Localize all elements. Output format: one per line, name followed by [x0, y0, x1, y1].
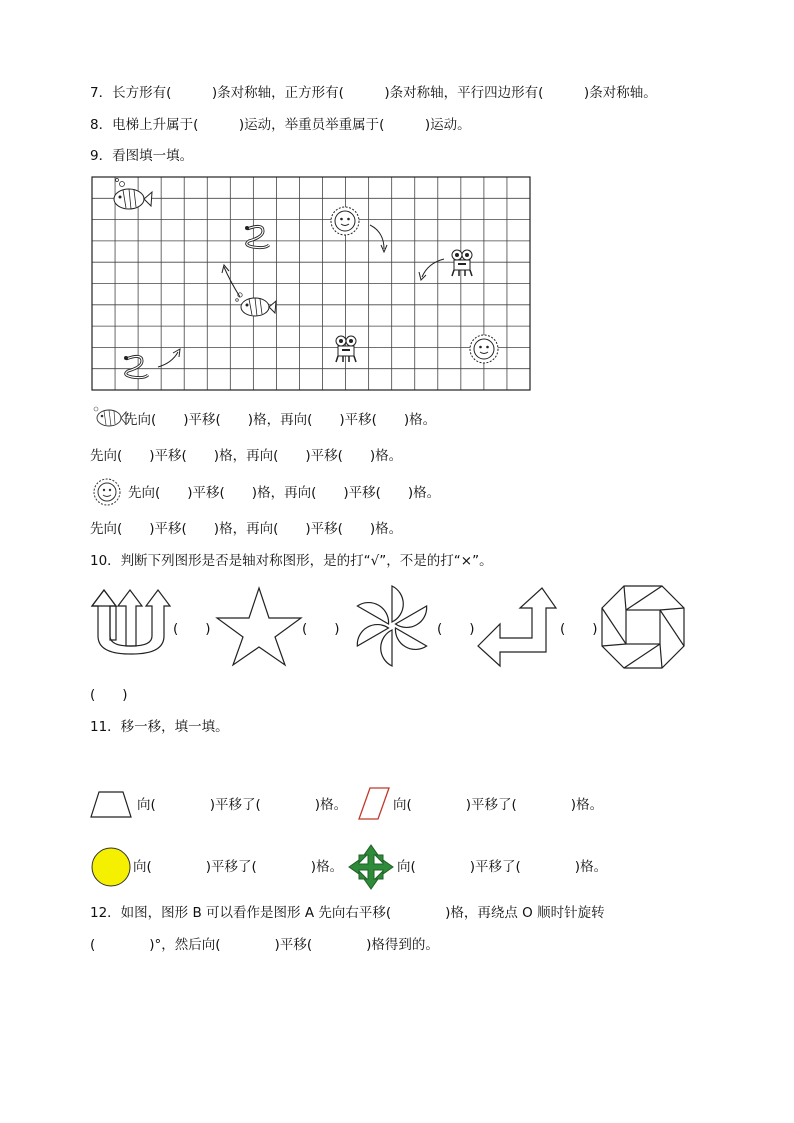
pinwheel-shape: [350, 584, 434, 668]
arrow-icon: [224, 267, 240, 297]
question-12-line-1: 12．如图，图形 B 可以看作是图形 A 先向右平移( )格，再绕点 O 顺时针旋转: [90, 905, 605, 921]
snake-answer-line: 先向( )平移( )格，再向( )平移( )格。: [90, 448, 403, 464]
snake-icon: [124, 356, 148, 378]
fish-icon: [114, 179, 152, 210]
answer-paren-2[interactable]: ( ): [302, 621, 340, 637]
sun-icon: [470, 335, 498, 363]
answer-paren-3[interactable]: ( ): [437, 621, 475, 637]
frog-answer-line: 先向( )平移( )格，再向( )平移( )格。: [90, 521, 403, 537]
fish-icon: [236, 293, 276, 316]
yellow-circle-shape: [90, 846, 132, 888]
question-10-title: 10．判断下列图形是否是轴对称图形，是的打“√”，不是的打“×”。: [90, 553, 493, 569]
star-icon: [346, 844, 396, 890]
circle-answer-line: 向( )平移了( )格。: [133, 859, 344, 875]
sun-icon: [331, 207, 359, 235]
parallelogram-shape: [356, 786, 392, 822]
frog-icon: [452, 250, 472, 276]
frog-icon: [336, 336, 356, 362]
sun-answer-line: 先向( )平移( )格，再向( )平移( )格。: [128, 485, 441, 501]
corner-arrow-shape: [476, 586, 558, 668]
arrow-icon: [370, 225, 384, 249]
translation-grid: [92, 177, 532, 392]
star-answer-line: 向( )平移了( )格。: [397, 859, 608, 875]
trident-arrows-shape: [90, 588, 172, 656]
question-11-title: 11．移一移，填一填。: [90, 719, 229, 735]
question-8: 8．电梯上升属于( )运动，举重员举重属于( )运动。: [90, 117, 471, 133]
fish-answer-line: 先向( )平移( )格，再向( )平移( )格。: [124, 412, 437, 428]
trapezoid-answer-line: 向( )平移了( )格。: [137, 797, 348, 813]
answer-paren-1[interactable]: ( ): [173, 621, 211, 637]
question-7: 7．长方形有( )条对称轴，正方形有( )条对称轴，平行四边形有( )条对称轴。: [90, 85, 657, 101]
octagon-windmill-shape: [600, 584, 686, 670]
fish-icon: [92, 403, 126, 433]
snake-icon: [245, 226, 269, 248]
arrow-icon: [422, 259, 444, 277]
star-shape: [216, 586, 302, 666]
trapezoid-shape: [90, 790, 134, 820]
answer-paren-5[interactable]: ( ): [90, 687, 128, 703]
question-12-line-2: ( )°，然后向( )平移( )格得到的。: [90, 937, 439, 953]
parallelogram-answer-line: 向( )平移了( )格。: [393, 797, 604, 813]
sun-icon: [92, 477, 126, 507]
question-9-title: 9．看图填一填。: [90, 148, 194, 164]
answer-paren-4[interactable]: ( ): [560, 621, 598, 637]
